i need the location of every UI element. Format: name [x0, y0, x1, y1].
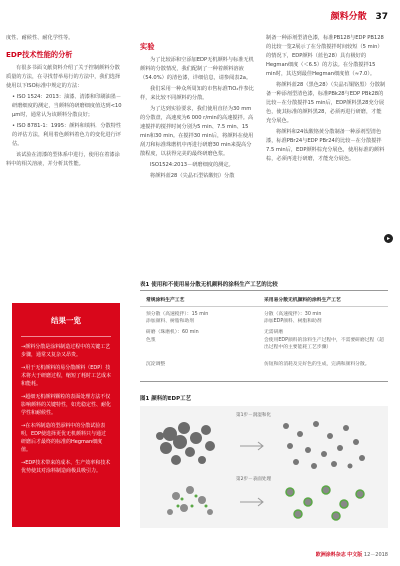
- paragraph: 我们采用一种众所周知的市售标准TiO₂作参比样，来比较不同颜料的分散。: [140, 86, 254, 101]
- paragraph: 为了达到实验要求，我们使用直径为30 mm的分散盘，高速度为6 000 r/min的高速搅拌。高速搅拌的搅拌时间分别为5 min、7.5 min、15 min和30 min。在搅拌30 min后，将颜料在使用刮刀和标准珠磨机中再进行研磨30 min来提高分散程度，以获得完美的最终研磨色浆。: [140, 106, 254, 157]
- paragraph: 该试验在清漆的型体系中进行，使用在着漆涂料中的相关溶液，并分析其性能。: [6, 152, 120, 167]
- page-footer: [316, 551, 388, 558]
- results-summary-box: [12, 303, 120, 527]
- table-cell: 沉淀调整: [146, 362, 166, 367]
- summary-item: →超细无机颜料颗粒的表面处理方法不仅影响颜料的关键特性，如光稳定性、耐化学性和耐候性。: [21, 394, 112, 416]
- paragraph: 度性、耐候性、耐化学性等。: [6, 35, 74, 41]
- paragraph: ISO1524:2013－研磨细度的测定。: [150, 162, 234, 168]
- figure-title: 图1 颜料的EDP工艺: [140, 396, 192, 402]
- section-title: 颜料分散: [330, 12, 367, 22]
- paragraph: 将颜料蓝28（黑色28）（尖晶石铜铬黑）分散制备一种添剂型清色漆，标准PBk28与EDP PBk28的比较－在分散搅拌15 min后，EDP颜料黑28充分展色，使其标准的颜料黑28，必须再进行研磨，才能充分展色。: [266, 82, 386, 124]
- treated-pigment-left: [167, 486, 213, 515]
- table-cell: 无需研磨: [264, 330, 284, 335]
- pigment-dispersed-right: [283, 421, 365, 469]
- table-cell: 研磨（珠磨机）：60 min: [146, 330, 199, 335]
- bullet-item: • ISO 1524：2013：油漆、清漆和印刷油墨－研磨细度的测定，当颜料的研磨细度值达到<10 μm时，通常认为该颜料分散良好；: [12, 94, 122, 118]
- table-title: 表1 使用和不使用易分散无机颜料的涂料生产工艺的比较: [140, 282, 278, 288]
- table-cell: 会使用EDP颜料的涂料生产过程中，不需要研磨过程（超出过程中的主要能耗工艺步骤）: [264, 338, 384, 350]
- column-middle: [140, 34, 256, 183]
- table-cell: 分散（高速搅拌）：30 min: [264, 312, 322, 317]
- divider: [21, 336, 111, 337]
- edition-label: 中文版: [347, 552, 363, 558]
- section-heading: EDP技术性能的分析: [6, 50, 73, 59]
- page-number: 37: [375, 12, 388, 22]
- table-header-edp: 采用易分散无机颜料的涂料生产工艺: [264, 298, 341, 303]
- table-cell: 添加颜料、树脂和助剂: [146, 319, 194, 324]
- coated-pigment-right: [286, 486, 364, 520]
- paragraph: 有很多书面文献资料介绍了关于控制颜料分散质量的方法，在寻找替举易行的方法中，我们选择使用以下ISO标准中规定的方法：: [6, 65, 121, 89]
- edp-process-figure: [140, 406, 388, 528]
- paragraph: 将颜料蓝28（尖晶石型钴酸铝）分散: [150, 173, 235, 179]
- summary-title: 结果一览: [51, 316, 81, 325]
- summary-item: →在本所制造的型添料中的分散试验表明，EDP使选择更优无机颜料只与通过研磨后才最终的标准的Hegman细度值。: [21, 423, 107, 453]
- pigment-agglomerates-left: [156, 422, 215, 465]
- column-left: [6, 34, 124, 171]
- table-rule: [140, 306, 388, 307]
- page-header: [331, 9, 388, 22]
- table-rule: [140, 381, 388, 382]
- column-right: [266, 34, 386, 166]
- summary-item: →EDP技术带来的成本、生产效率和技术优势使其对涂料制造商极具吸引力。: [21, 460, 111, 474]
- table-cell: 色浆: [146, 338, 156, 343]
- paragraph: 将颜料和24钛酸铬黄分散制备一种添剂型清色漆，标准PBr24与EDP PBr24的比较－在分散搅拌7.5 min后，EDP颜料棕充分展色，使用标准的颜料棕，必须再进行研磨，才能充分展色。: [266, 129, 385, 162]
- stage-label: 第2步－表面处理: [236, 477, 272, 482]
- summary-item: →用于无机颜料的易分散颜料（EDP）技术将大于研磨过程，缩短了耗时工艺成本和能耗。: [21, 365, 112, 387]
- table-cell: 仿短和的消耗及完好色的生成，完满和颜料分散。: [264, 362, 370, 367]
- paragraph: 为了比较添和空添加EDP无机颜料与标准无机颜料的分散情况，我们配制了一种着颜料溶液（54.0%）的清色漆，详细信息，请参阅表2a。: [140, 57, 254, 81]
- issue-date: 12－2018: [363, 552, 388, 558]
- process-illustration: [140, 406, 388, 528]
- bullet-item: • ISO 8781-1：1995：颜料和填料．分散特性的评估方法，利用着色颜料着色力的变化进行评估。: [12, 123, 122, 147]
- table-rule: [140, 290, 388, 291]
- summary-item: →颜料分散是涂料制造过程中的关键工艺步骤，通常又复杂又昂贵。: [21, 344, 111, 358]
- arrow-right-icon[interactable]: ▸: [384, 234, 393, 243]
- journal-name: 欧洲涂料杂志: [315, 552, 346, 558]
- stage-label: 第1步－润湿和化: [236, 413, 272, 418]
- table-header-standard: 常规涂料生产工艺: [146, 298, 185, 303]
- table-cell: 预分散（高速搅拌）：15 min: [146, 312, 209, 317]
- paragraph: 制备一种添剂型清色漆，标准PB128与EDP PB128的比较一览2展示了在分散搅拌时间较短（5 min）的情况下，EDP颜料（蓝色28）具有极好的Hegman细度（＜6.5）的方法。在分散搅拌15 min时，其达到最佳Hegman细度值（≈7.0）。: [266, 35, 384, 77]
- section-heading: 实验: [140, 42, 155, 51]
- table-cell: 添加EDP颜料、树脂和助剂: [264, 319, 322, 324]
